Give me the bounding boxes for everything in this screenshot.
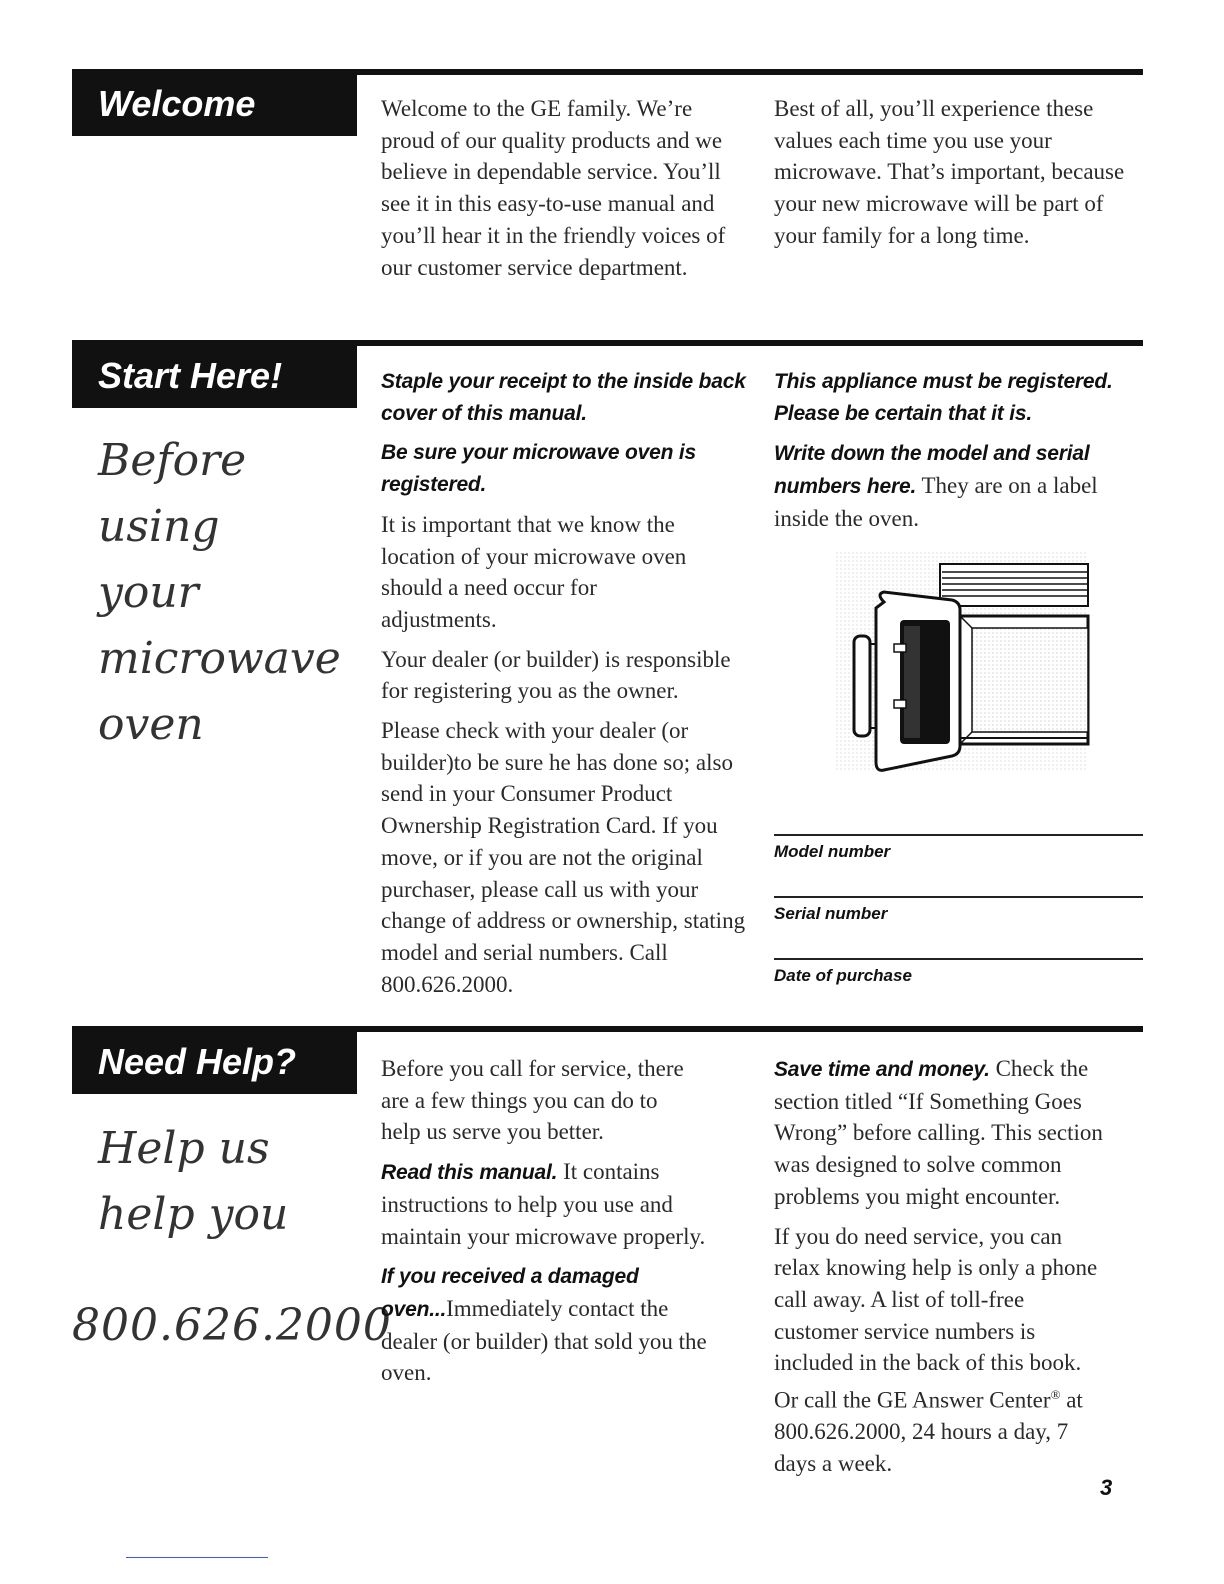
start-paragraph-1: It is important that we know the location of your microwave oven should a need occur for adjustments. (381, 511, 687, 632)
start-header: Start Here! (72, 344, 357, 408)
welcome-paragraph-1: Welcome to the GE family. We’re proud of our quality products and we believe in dependable service. You’ll see it in this easy-to-use manual and you’ll hear it in the friendly voices of our customer service department. (381, 96, 726, 280)
help-paragraph-1: Before you call for service, there are a few things you can do to help us serve you better. (381, 1056, 684, 1145)
need-service-text-a: If you do need service, you can relax knowing help is only a phone call away. A list of toll-free customer service numbers is included in the back of this book. Or call the GE Answer Center (774, 1223, 1098, 1413)
save-time-lead: Save time and money. (774, 1058, 990, 1081)
start-column-1 (381, 366, 751, 1008)
footer-link-line (126, 1557, 268, 1558)
need-service-text-b: at 800.626.2000, 24 hours a day, 7 days a week. (774, 1387, 1083, 1477)
microwave-oven-illustration (832, 548, 1090, 774)
start-script-line-1: Before (98, 435, 247, 486)
write-down-paragraph (774, 437, 1144, 534)
help-phone-number: 800.626.2000 (72, 1300, 392, 1351)
start-script-line-5: oven (98, 699, 204, 750)
help-script-line-2: help you (98, 1189, 289, 1240)
help-header: Need Help? (72, 1030, 357, 1094)
start-paragraph-2: Your dealer (or builder) is responsible for registering you as the owner. (381, 646, 731, 704)
save-time-rest: Check the section titled “If Something Goes Wrong” before calling. This section was designed to solve common problems you might encounter. (774, 1056, 1103, 1209)
welcome-column-2 (774, 93, 1144, 260)
damaged-oven-lead: If you received a damaged oven... (381, 1265, 639, 1321)
damaged-oven-paragraph (381, 1260, 726, 1389)
page-number: 3 (1100, 1475, 1113, 1500)
damaged-oven-rest: Immediately contact the dealer (or builder) that sold you the oven. (381, 1295, 707, 1386)
start-script-line-2: using (98, 501, 220, 552)
help-script-line-1: Help us (98, 1123, 270, 1174)
staple-receipt-note: Staple your receipt to the inside back cover of this manual. (381, 370, 746, 425)
read-manual-paragraph (381, 1156, 751, 1252)
start-script-line-3: your (98, 567, 199, 618)
be-sure-registered-note: Be sure your microwave oven is registered. (381, 441, 696, 497)
write-down-lead: Write down the model and serial numbers here. (774, 442, 1090, 499)
help-column-1 (381, 1053, 751, 1397)
welcome-column-1 (381, 93, 751, 291)
read-manual-rest: It contains instructions to help you use and maintain your microwave properly. (381, 1159, 706, 1249)
model-number-field: Model number (774, 834, 1143, 862)
save-time-paragraph (774, 1053, 1144, 1213)
serial-number-field: Serial number (774, 896, 1143, 924)
start-script-line-4: microwave (98, 633, 341, 684)
start-column-2 (774, 366, 1144, 543)
need-service-paragraph (774, 1221, 1104, 1480)
registered-mark: ® (1050, 1387, 1061, 1403)
welcome-paragraph-2: Best of all, you’ll experience these values each time you use your microwave. That’s important, because your new microwave will be part of your family for a long time. (774, 96, 1125, 248)
write-down-rest: They are on a label inside the oven. (774, 473, 1098, 531)
date-of-purchase-field: Date of purchase (774, 958, 1143, 986)
welcome-header: Welcome (72, 72, 357, 136)
must-register-note: This appliance must be registered. Please be certain that it is. (774, 370, 1113, 425)
start-paragraph-3: Please check with your dealer (or builder)to be sure he has done so; also send in your Consumer Product Ownership Registration Card. If you move, or if you are not the original purchaser, please call us with your change of address or ownership, stating model and serial numbers. Call 800.626.2000. (381, 718, 746, 997)
help-column-2 (774, 1053, 1144, 1488)
read-manual-lead: Read this manual. (381, 1161, 558, 1185)
